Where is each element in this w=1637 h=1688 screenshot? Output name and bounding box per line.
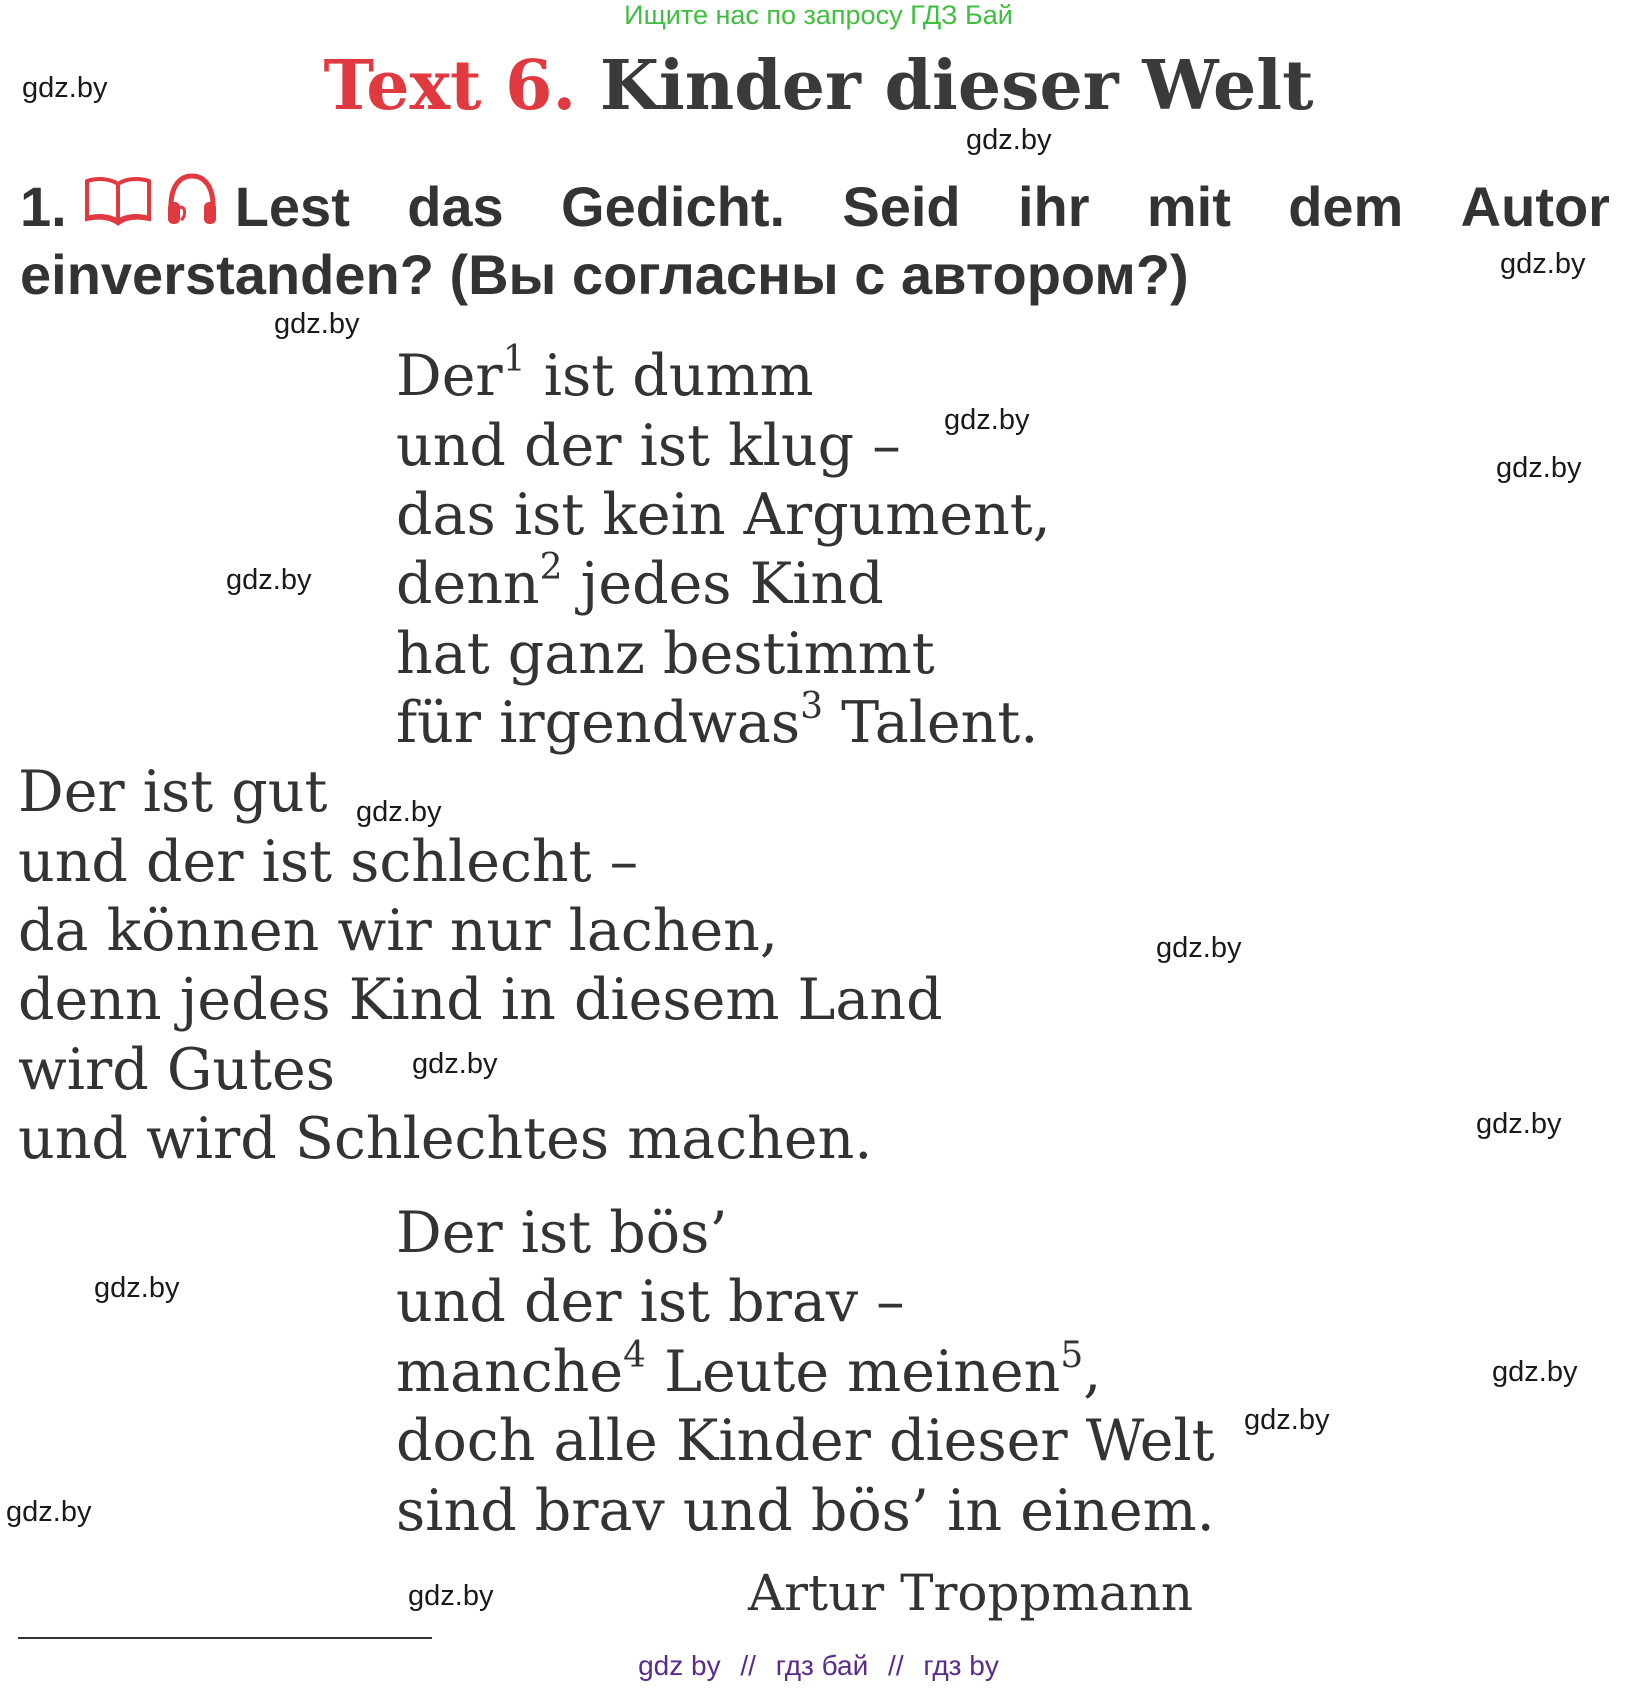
task-line-1 <box>20 172 1610 242</box>
watermark: gdz.by <box>1244 1404 1330 1436</box>
watermark: gdz.by <box>1500 248 1586 280</box>
poem-line: Der$^1$ ist dumm <box>396 339 814 409</box>
watermark: gdz.by <box>6 1496 92 1528</box>
watermark: gdz.by <box>226 564 312 596</box>
task-word: ihr <box>1017 175 1090 238</box>
bottom-link[interactable]: гдз бай <box>775 1650 869 1681</box>
task-number: 1. <box>20 175 67 238</box>
task-word: Gedicht. <box>561 175 786 238</box>
top-banner[interactable]: Ищите нас по запросу ГДЗ Бай <box>624 0 1013 30</box>
footnote-marker: 3 <box>800 686 823 727</box>
poem-author: Artur Troppmann <box>748 1564 1194 1622</box>
watermark: gdz.by <box>274 308 360 340</box>
book-icon <box>83 174 153 240</box>
bottom-links <box>0 1650 1637 1682</box>
headphones-icon <box>165 172 219 242</box>
footnote-divider <box>18 1637 432 1639</box>
watermark: gdz.by <box>356 796 442 828</box>
watermark: gdz.by <box>944 404 1030 436</box>
poem-line: sind brav und bös’ in einem. <box>396 1478 1215 1544</box>
poem-line: und wird Schlechtes machen. <box>18 1106 873 1172</box>
task-word: das <box>407 175 504 238</box>
text-number: Text 6. <box>323 46 577 126</box>
watermark: gdz.by <box>22 72 108 104</box>
footnote-marker: 5 <box>1060 1335 1084 1376</box>
poem-line: da können wir nur lachen, <box>18 898 779 964</box>
watermark: gdz.by <box>94 1272 180 1304</box>
footnote-marker: 4 <box>623 1335 647 1376</box>
task-line-2: einverstanden? (Вы согласны с автором?) <box>20 243 1189 306</box>
poem-line: das ist kein Argument, <box>396 482 1051 548</box>
footnote-marker: 1 <box>502 339 526 380</box>
poem-line: und der ist klug – <box>396 413 901 479</box>
task-instruction <box>20 172 1610 308</box>
task-word: dem <box>1288 175 1404 238</box>
bottom-link[interactable]: gdz by <box>638 1650 721 1681</box>
task-word: Autor <box>1460 175 1610 238</box>
poem-line: Der ist bös’ <box>396 1200 728 1266</box>
task-word: Lest <box>234 175 350 238</box>
poem-line: und der ist brav – <box>396 1269 905 1335</box>
poem-line: wird Gutes <box>18 1037 336 1103</box>
task-word: Seid <box>842 175 961 238</box>
text-title: Kinder dieser Welt <box>599 46 1314 126</box>
poem-line: denn$^2$ jedes Kind <box>396 547 884 617</box>
poem-line: denn jedes Kind in diesem Land <box>18 967 943 1033</box>
task-word: mit <box>1146 175 1231 238</box>
poem-line: doch alle Kinder dieser Welt <box>396 1408 1215 1474</box>
page-title <box>0 46 1637 126</box>
poem-line: und der ist schlecht – <box>18 829 639 895</box>
bottom-separator: // <box>740 1650 756 1681</box>
watermark: gdz.by <box>1476 1108 1562 1140</box>
poem-line: hat ganz bestimmt <box>396 621 935 687</box>
watermark: gdz.by <box>412 1048 498 1080</box>
watermark: gdz.by <box>1492 1356 1578 1388</box>
footnote-marker: 2 <box>539 547 563 588</box>
bottom-separator: // <box>888 1650 904 1681</box>
bottom-link[interactable]: гдз by <box>923 1650 999 1681</box>
watermark: gdz.by <box>1156 932 1242 964</box>
poem-line: manche$^4$ Leute meinen$^5$, <box>396 1335 1102 1405</box>
watermark: gdz.by <box>408 1580 494 1612</box>
watermark: gdz.by <box>1496 452 1582 484</box>
poem-line: für irgendwas$^3$ Talent. <box>396 686 1039 756</box>
poem-line: Der ist gut <box>18 759 328 825</box>
watermark: gdz.by <box>966 124 1052 156</box>
